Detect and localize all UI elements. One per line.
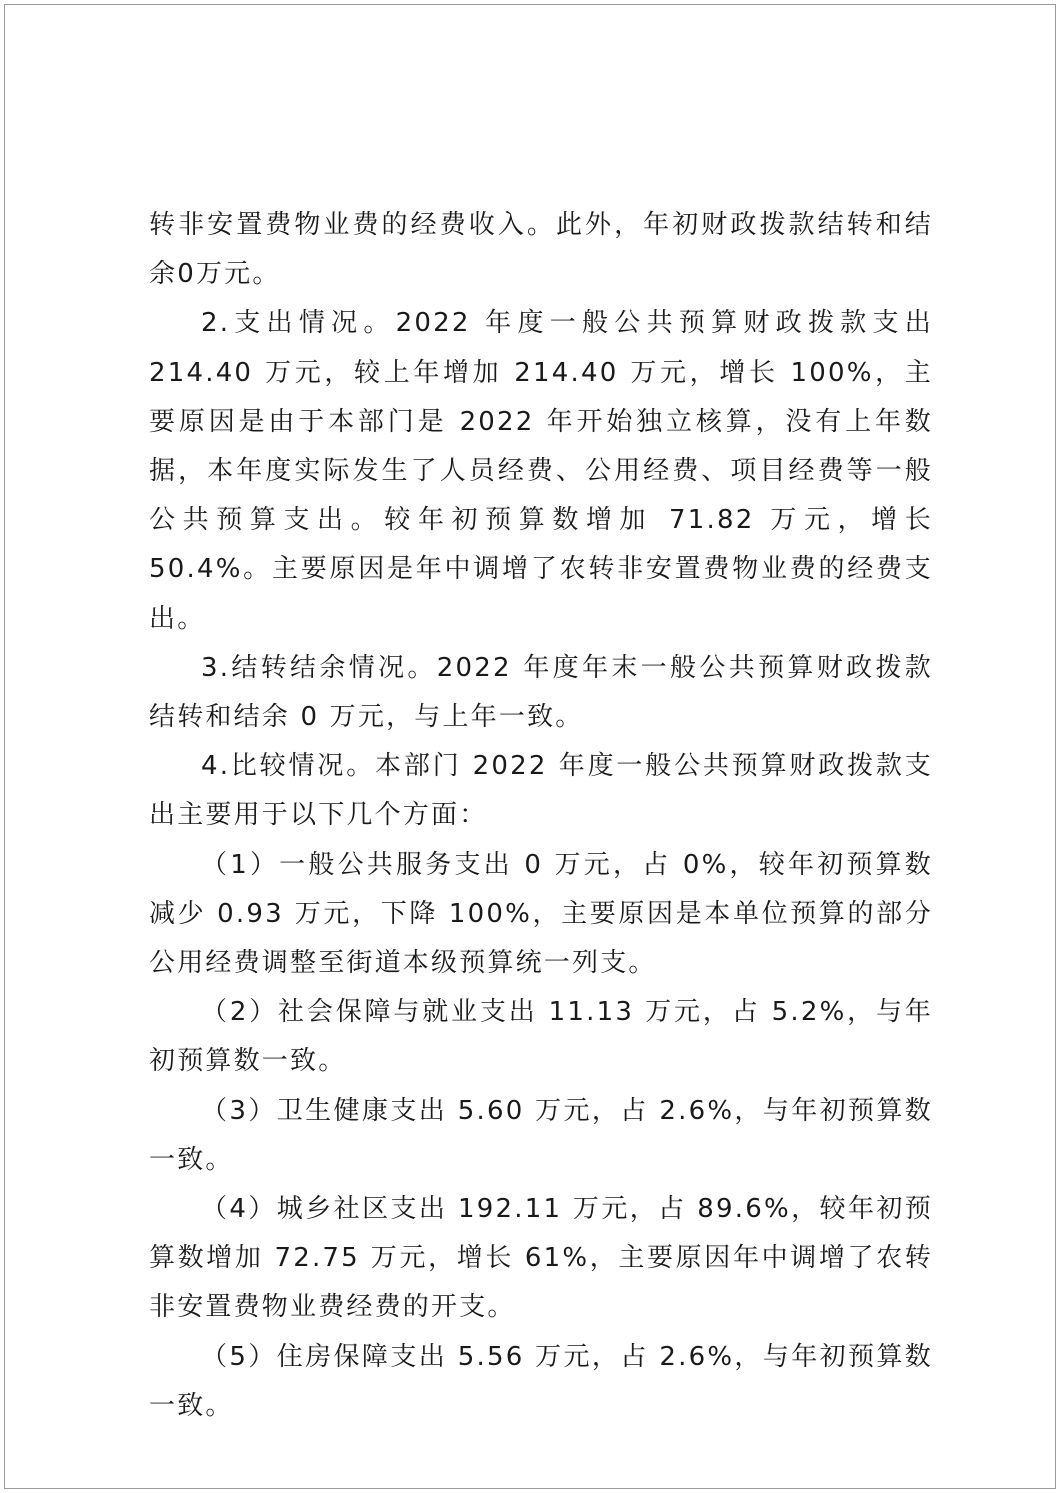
paragraph-income-continued: 转非安置费物业费的经费收入。此外，年初财政拨款结转和结余0万元。 <box>149 210 933 290</box>
paragraph-carryover: 3.结转结余情况。2022 年度年末一般公共预算财政拨款结转和结余 0 万元，与上年一致。 <box>149 652 933 733</box>
document-page <box>4 4 1056 1489</box>
paragraph-item-2: （2）社会保障与就业支出 11.13 万元，占 5.2%，与年初预算数一致。 <box>149 997 933 1077</box>
paragraph-comparison: 4.比较情况。本部门 2022 年度一般公共预算财政拨款支出主要用于以下几个方面： <box>149 751 933 831</box>
paragraph-item-5: （5）住房保障支出 5.56 万元，占 2.6%，与年初预算数一致。 <box>149 1341 933 1421</box>
paragraph-item-3: （3）卫生健康支出 5.60 万元，占 2.6%，与年初预算数一致。 <box>149 1095 933 1175</box>
document-body <box>149 201 933 1431</box>
paragraph-expenditure: 2.支出情况。2022 年度一般公共预算财政拨款支出 214.40 万元，较上年增加 214.40 万元，增长 100%，主要原因是由于本部门是 2022 年开始独立核算，没有上年数据，本年度实际发生了人员经费、公用经费、项目经费等一般公共预算支出。较年初预算数增加 71.82 万元，增长 50.4%。主要原因是年中调增了农转非安置费物业费的经费支出。 <box>149 308 933 634</box>
paragraph-item-1: （1）一般公共服务支出 0 万元，占 0%，较年初预算数减少 0.93 万元，下降 100%，主要原因是本单位预算的部分公用经费调整至街道本级预算统一列支。 <box>149 849 933 979</box>
paragraph-item-4: （4）城乡社区支出 192.11 万元，占 89.6%，较年初预算数增加 72.75 万元，增长 61%，主要原因年中调增了农转非安置费物业费经费的开支。 <box>149 1194 933 1323</box>
